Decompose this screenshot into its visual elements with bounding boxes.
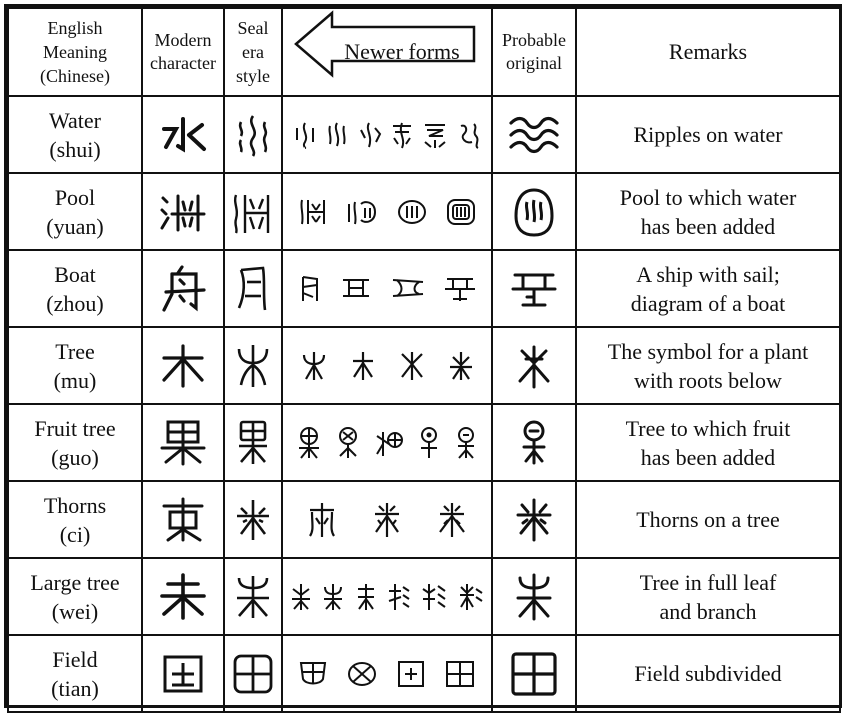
header-remarks: Remarks (576, 8, 840, 96)
thorns-form-2-glyph (371, 500, 403, 540)
header-line: Meaning (43, 42, 107, 62)
probable-original-cell (492, 173, 576, 250)
remark-cell (576, 404, 840, 481)
thorns-seal-glyph (233, 496, 273, 544)
header-line: style (236, 66, 270, 86)
meaning-chinese: (ci) (59, 521, 91, 547)
header-line: era (242, 42, 264, 62)
remark-line: Thorns on a tree (636, 507, 780, 532)
tree-form-4-glyph (447, 349, 475, 383)
pool-modern-glyph (158, 190, 208, 234)
remark-cell (576, 250, 840, 327)
pool-seal-glyph (230, 189, 276, 235)
table-row (8, 173, 840, 250)
newer-forms-cell (282, 635, 492, 712)
meaning-english: Water (49, 107, 101, 133)
header-line: (Chinese) (40, 66, 110, 86)
meaning-chinese: (wei) (51, 598, 99, 624)
large-tree-seal-glyph (233, 572, 273, 622)
pool-form-3-glyph (396, 196, 428, 228)
remark-cell (576, 635, 840, 712)
remark-line: Field subdivided (634, 661, 782, 686)
seal-style-cell (224, 250, 282, 327)
table (7, 7, 841, 713)
meaning-chinese: (guo) (51, 444, 99, 470)
newer-forms-cell (282, 558, 492, 635)
water-form-1-glyph (292, 120, 318, 150)
meaning-cell (8, 635, 142, 712)
probable-original-cell (492, 635, 576, 712)
thorns-form-1-glyph (306, 500, 338, 540)
thorns-modern-glyph (160, 496, 206, 544)
remark-cell (576, 173, 840, 250)
newer-forms-label: Newer forms (344, 39, 460, 64)
thorns-form-3-glyph (436, 500, 468, 540)
remark-cell (576, 327, 840, 404)
meaning-english: Tree (55, 338, 95, 364)
meaning-english: Thorns (43, 492, 107, 518)
water-modern-glyph (158, 115, 208, 155)
header-line: Modern (154, 30, 212, 50)
seal-style-cell (224, 481, 282, 558)
probable-original-cell (492, 327, 576, 404)
field-original-glyph (509, 650, 559, 698)
modern-character-cell (142, 173, 224, 250)
seal-style-cell (224, 404, 282, 481)
meaning-english: Field (52, 646, 98, 672)
fruit-tree-form-2-glyph (334, 426, 362, 460)
header-line: original (506, 53, 562, 73)
newer-forms-cell (282, 327, 492, 404)
remark-cell (576, 96, 840, 173)
remark-line: diagram of a boat (630, 290, 786, 316)
pool-original-glyph (512, 186, 556, 238)
pool-form-4-glyph (445, 196, 477, 228)
tree-seal-glyph (233, 341, 273, 391)
header-probable-original (492, 8, 576, 96)
probable-original-cell (492, 96, 576, 173)
header-english-meaning (8, 8, 142, 96)
header-line: Seal (237, 18, 269, 38)
modern-character-cell (142, 404, 224, 481)
large-tree-form-6-glyph (458, 581, 484, 613)
header-line: English (47, 18, 103, 38)
probable-original-cell (492, 558, 576, 635)
large-tree-form-1-glyph (290, 581, 312, 613)
fruit-tree-seal-glyph (233, 418, 273, 468)
meaning-chinese: (shui) (49, 136, 101, 162)
large-tree-form-4-glyph (387, 581, 411, 613)
pool-form-2-glyph (345, 196, 379, 228)
probable-original-cell (492, 404, 576, 481)
table-row (8, 635, 840, 712)
meaning-english: Fruit tree (34, 415, 116, 441)
probable-original-cell (492, 481, 576, 558)
large-tree-form-5-glyph (421, 581, 447, 613)
water-form-5-glyph (421, 120, 449, 150)
meaning-chinese: (yuan) (46, 213, 104, 239)
tree-form-1-glyph (300, 349, 328, 383)
meaning-english: Large tree (30, 569, 120, 595)
remark-line: with roots below (634, 367, 782, 393)
large-tree-modern-glyph (158, 572, 208, 622)
tree-modern-glyph (158, 342, 208, 390)
header-line: Probable (502, 30, 566, 50)
fruit-tree-form-1-glyph (295, 426, 323, 460)
probable-original-cell (492, 250, 576, 327)
header-row (8, 8, 840, 96)
remark-cell (576, 481, 840, 558)
meaning-cell (8, 404, 142, 481)
modern-character-cell (142, 327, 224, 404)
seal-style-cell (224, 558, 282, 635)
fruit-tree-modern-glyph (158, 418, 208, 468)
water-original-glyph (507, 113, 561, 157)
header-modern-character (142, 8, 224, 96)
field-form-2-glyph (346, 659, 378, 689)
meaning-cell (8, 250, 142, 327)
meaning-cell (8, 327, 142, 404)
remark-cell (576, 558, 840, 635)
header-seal-era-style (224, 8, 282, 96)
header-newer-forms (282, 8, 492, 96)
newer-forms-cell (282, 404, 492, 481)
newer-forms-cell (282, 250, 492, 327)
table-row (8, 404, 840, 481)
table-row (8, 558, 840, 635)
table-row (8, 96, 840, 173)
boat-seal-glyph (233, 264, 273, 314)
large-tree-form-2-glyph (322, 581, 344, 613)
boat-original-glyph (511, 267, 557, 311)
water-form-3-glyph (357, 120, 383, 150)
modern-character-cell (142, 96, 224, 173)
water-form-2-glyph (324, 120, 350, 150)
modern-character-cell (142, 481, 224, 558)
meaning-chinese: (tian) (51, 675, 99, 701)
field-form-4-glyph (444, 659, 476, 689)
pool-form-1-glyph (298, 196, 328, 228)
meaning-cell (8, 96, 142, 173)
remark-line: Pool to which water (619, 184, 797, 210)
remark-line: A ship with sail; (636, 261, 780, 287)
remark-line: Ripples on water (633, 122, 783, 147)
field-modern-glyph (160, 653, 206, 695)
table-row (8, 250, 840, 327)
field-form-3-glyph (396, 659, 426, 689)
tree-original-glyph (514, 343, 554, 389)
remark-line: has been added (640, 444, 776, 470)
meaning-chinese: (zhou) (46, 290, 104, 316)
boat-form-4-glyph (443, 273, 477, 305)
meaning-cell (8, 173, 142, 250)
field-seal-glyph (231, 652, 275, 696)
meaning-english: Pool (54, 184, 96, 210)
seal-style-cell (224, 327, 282, 404)
meaning-english: Boat (54, 261, 96, 287)
fruit-tree-form-5-glyph (453, 426, 479, 460)
meaning-chinese: (mu) (53, 367, 97, 393)
meaning-cell (8, 558, 142, 635)
meaning-cell (8, 481, 142, 558)
remark-line: The symbol for a plant (607, 338, 809, 364)
large-tree-original-glyph (514, 572, 554, 622)
remark-line: Tree in full leaf (639, 569, 777, 595)
field-form-1-glyph (298, 659, 328, 689)
water-form-4-glyph (389, 120, 415, 150)
water-seal-glyph (233, 112, 273, 158)
remark-line: has been added (640, 213, 776, 239)
header-line: character (150, 53, 216, 73)
tree-form-2-glyph (349, 349, 377, 383)
newer-forms-cell (282, 96, 492, 173)
large-tree-form-3-glyph (355, 581, 377, 613)
table-row (8, 327, 840, 404)
boat-form-2-glyph (339, 274, 373, 304)
seal-style-cell (224, 173, 282, 250)
boat-modern-glyph (158, 264, 208, 314)
boat-form-3-glyph (389, 274, 427, 304)
boat-form-1-glyph (297, 273, 323, 305)
thorns-original-glyph (514, 497, 554, 543)
newer-forms-cell (282, 173, 492, 250)
remark-line: Tree to which fruit (625, 415, 791, 441)
seal-style-cell (224, 96, 282, 173)
water-form-6-glyph (456, 120, 482, 150)
character-evolution-table (4, 4, 842, 708)
fruit-tree-original-glyph (517, 419, 551, 467)
remark-line: and branch (659, 598, 757, 624)
table-row (8, 481, 840, 558)
newer-forms-cell (282, 481, 492, 558)
fruit-tree-form-3-glyph (373, 426, 405, 460)
modern-character-cell (142, 250, 224, 327)
seal-style-cell (224, 635, 282, 712)
tree-form-3-glyph (398, 349, 426, 383)
modern-character-cell (142, 558, 224, 635)
modern-character-cell (142, 635, 224, 712)
fruit-tree-form-4-glyph (416, 426, 442, 460)
